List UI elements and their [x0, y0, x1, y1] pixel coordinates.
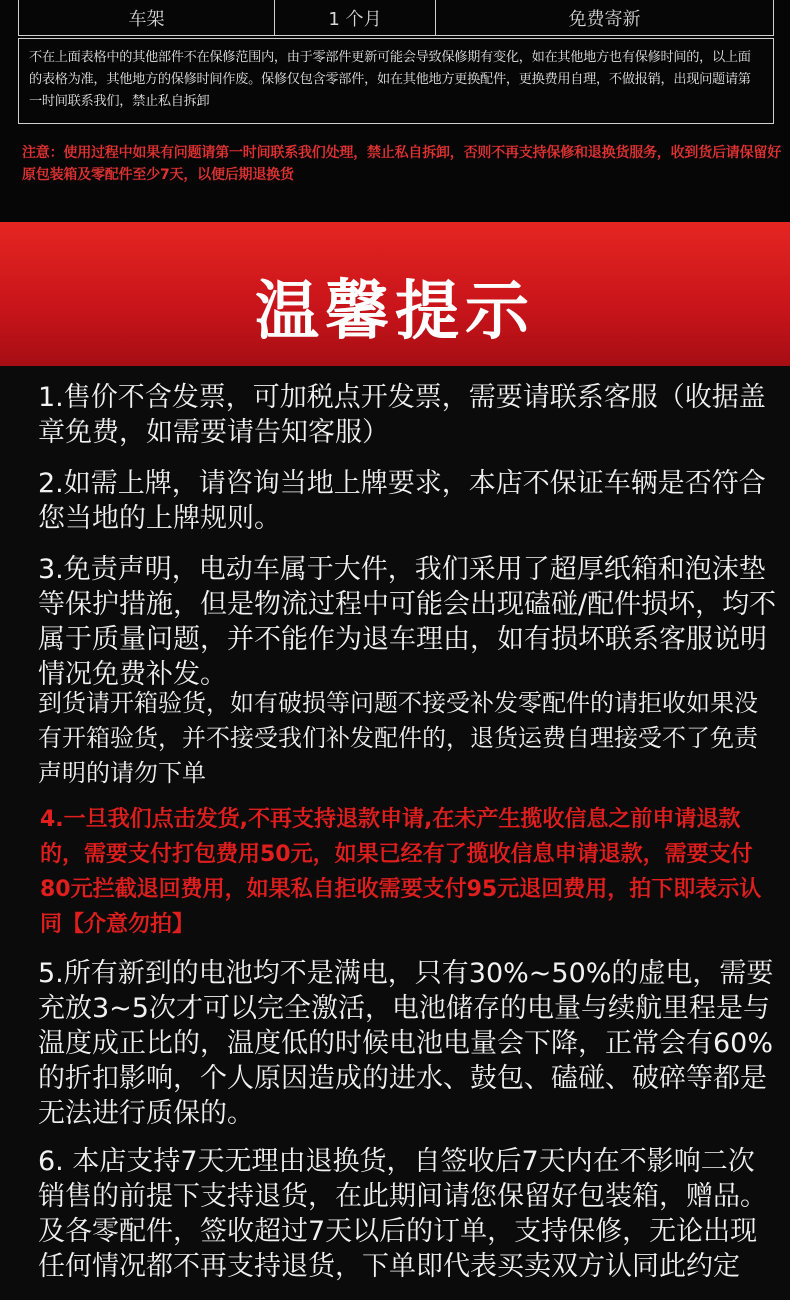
tip-2: 2.如需上牌，请咨询当地上牌要求，本店不保证车辆是否符合您当地的上牌规则。	[38, 468, 766, 534]
warranty-note: 不在上面表格中的其他部件不在保修范围内，由于零部件更新可能会导致保修期有变化，如在其他地方也有保修时间的，以上面的表格为准，其他地方的保修时间作废。保修仅包含零部件，如在其他地方更换配件，更换费用自理，不做报销，出现问题请第一时间联系我们，禁止私自拆卸	[18, 38, 774, 124]
banner-title: 温馨提示	[255, 275, 535, 349]
tip-3: 3.免责声明，电动车属于大件，我们采用了超厚纸箱和泡沫垫等保护措施，但是物流过程中可能会出现磕碰/配件损坏，均不属于质量问题，并不能作为退车理由，如有损坏联系客服说明情况免费补发。	[38, 554, 777, 690]
warning-text: 注意：使用过程中如果有问题请第一时间联系我们处理，禁止私自拆卸，否则不再支持保修和退换货服务，收到货后请保留好原包装箱及零配件至少7天，以便后期退换货	[22, 145, 781, 183]
tips-banner	[0, 222, 790, 366]
warranty-section	[0, 0, 790, 222]
part-cell: 车架	[19, 0, 275, 35]
service-cell: 免费寄新	[568, 8, 641, 30]
tip-4: 4.一旦我们点击发货,不再支持退款申请,在未产生揽收信息之前申请退款的，需要支付打包费用50元，如果已经有了揽收信息申请退款，需要支付80元拦截退回费用，如果私自拒收需要支付95元退回费用，拍下即表示认同【介意勿拍】	[40, 807, 762, 937]
period-cell: 1 个月	[275, 0, 436, 35]
tip-3-extra: 到货请开箱验货，如有破损等问题不接受补发零配件的请拒收如果没有开箱验货，并不接受我们补发配件的，退货运费自理接受不了免责声明的请勿下单	[38, 689, 758, 787]
warranty-table-row	[18, 0, 774, 36]
tip-6: 6. 本店支持7天无理由退换货，自签收后7天内在不影响二次销售的前提下支持退货，在此期间请您保留好包装箱，赠品。及各零配件，签收超过7天以后的订单，支持保修，无论出现任何情况都不再支持退货，下单即代表买卖双方认同此约定	[38, 1146, 767, 1282]
tip-5: 5.所有新到的电池均不是满电，只有30%~50%的虚电，需要充放3~5次才可以完全激活，电池储存的电量与续航里程是与温度成正比的，温度低的时候电池电量会下降，正常会有60%的折扣影响，个人原因造成的进水、鼓包、磕碰、破碎等都是无法进行质保的。	[38, 958, 774, 1129]
tip-1: 1.售价不含发票，可加税点开发票，需要请联系客服（收据盖章免费，如需要请告知客服）	[38, 382, 766, 448]
